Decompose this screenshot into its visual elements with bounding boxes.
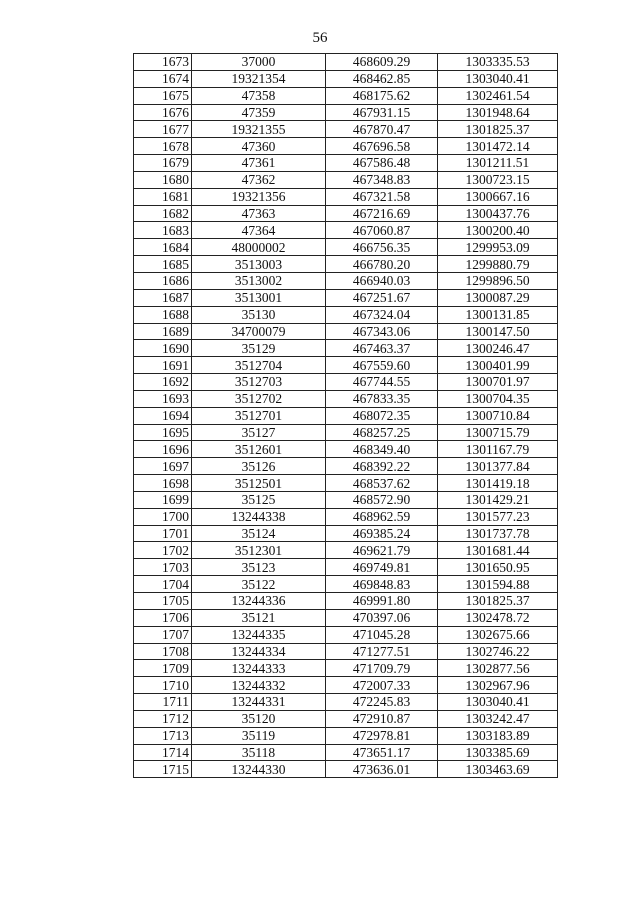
x-coordinate-cell: 466780.20 xyxy=(326,256,438,273)
row-number-cell: 1691 xyxy=(134,357,192,374)
x-coordinate-cell: 472910.87 xyxy=(326,710,438,727)
row-number-cell: 1695 xyxy=(134,424,192,441)
point-id-cell: 3512702 xyxy=(192,390,326,407)
table-row xyxy=(134,761,558,778)
y-coordinate-cell: 1300246.47 xyxy=(438,340,558,357)
table-row xyxy=(134,576,558,593)
row-number-cell: 1701 xyxy=(134,525,192,542)
table-row xyxy=(134,390,558,407)
row-number-cell: 1689 xyxy=(134,323,192,340)
row-number-cell: 1680 xyxy=(134,171,192,188)
y-coordinate-cell: 1302675.66 xyxy=(438,626,558,643)
page-number: 56 xyxy=(312,30,328,46)
table-row xyxy=(134,559,558,576)
x-coordinate-cell: 467586.48 xyxy=(326,155,438,172)
row-number-cell: 1683 xyxy=(134,222,192,239)
table-row xyxy=(134,660,558,677)
x-coordinate-cell: 466940.03 xyxy=(326,272,438,289)
point-id-cell: 13244332 xyxy=(192,677,326,694)
row-number-cell: 1679 xyxy=(134,155,192,172)
x-coordinate-cell: 467463.37 xyxy=(326,340,438,357)
table-row xyxy=(134,458,558,475)
table-row xyxy=(134,626,558,643)
y-coordinate-cell: 1303335.53 xyxy=(438,54,558,71)
point-id-cell: 19321356 xyxy=(192,188,326,205)
y-coordinate-cell: 1303040.41 xyxy=(438,694,558,711)
point-id-cell: 47359 xyxy=(192,104,326,121)
y-coordinate-cell: 1300723.15 xyxy=(438,171,558,188)
x-coordinate-cell: 468572.90 xyxy=(326,491,438,508)
table-row xyxy=(134,155,558,172)
y-coordinate-cell: 1301377.84 xyxy=(438,458,558,475)
x-coordinate-cell: 467348.83 xyxy=(326,171,438,188)
row-number-cell: 1704 xyxy=(134,576,192,593)
point-id-cell: 35121 xyxy=(192,609,326,626)
x-coordinate-cell: 468072.35 xyxy=(326,407,438,424)
row-number-cell: 1696 xyxy=(134,441,192,458)
y-coordinate-cell: 1301429.21 xyxy=(438,491,558,508)
x-coordinate-cell: 468962.59 xyxy=(326,508,438,525)
table-row xyxy=(134,593,558,610)
y-coordinate-cell: 1301825.37 xyxy=(438,121,558,138)
point-id-cell: 13244335 xyxy=(192,626,326,643)
point-id-cell: 13244333 xyxy=(192,660,326,677)
y-coordinate-cell: 1302746.22 xyxy=(438,643,558,660)
point-id-cell: 3513001 xyxy=(192,289,326,306)
row-number-cell: 1682 xyxy=(134,205,192,222)
x-coordinate-cell: 468175.62 xyxy=(326,87,438,104)
x-coordinate-cell: 468257.25 xyxy=(326,424,438,441)
y-coordinate-cell: 1302877.56 xyxy=(438,660,558,677)
point-id-cell: 19321354 xyxy=(192,70,326,87)
y-coordinate-cell: 1301737.78 xyxy=(438,525,558,542)
point-id-cell: 3513002 xyxy=(192,272,326,289)
point-id-cell: 48000002 xyxy=(192,239,326,256)
point-id-cell: 3512701 xyxy=(192,407,326,424)
point-id-cell: 34700079 xyxy=(192,323,326,340)
point-id-cell: 3512301 xyxy=(192,542,326,559)
y-coordinate-cell: 1301167.79 xyxy=(438,441,558,458)
row-number-cell: 1687 xyxy=(134,289,192,306)
x-coordinate-cell: 469621.79 xyxy=(326,542,438,559)
table-body xyxy=(134,54,558,778)
y-coordinate-cell: 1301825.37 xyxy=(438,593,558,610)
x-coordinate-cell: 473651.17 xyxy=(326,744,438,761)
table-row xyxy=(134,121,558,138)
y-coordinate-cell: 1303463.69 xyxy=(438,761,558,778)
point-id-cell: 13244338 xyxy=(192,508,326,525)
row-number-cell: 1709 xyxy=(134,660,192,677)
y-coordinate-cell: 1300667.16 xyxy=(438,188,558,205)
row-number-cell: 1706 xyxy=(134,609,192,626)
point-id-cell: 47360 xyxy=(192,138,326,155)
y-coordinate-cell: 1301681.44 xyxy=(438,542,558,559)
x-coordinate-cell: 468537.62 xyxy=(326,475,438,492)
x-coordinate-cell: 468349.40 xyxy=(326,441,438,458)
table-row xyxy=(134,609,558,626)
point-id-cell: 35125 xyxy=(192,491,326,508)
point-id-cell: 3512601 xyxy=(192,441,326,458)
row-number-cell: 1673 xyxy=(134,54,192,71)
row-number-cell: 1698 xyxy=(134,475,192,492)
y-coordinate-cell: 1299953.09 xyxy=(438,239,558,256)
row-number-cell: 1713 xyxy=(134,727,192,744)
x-coordinate-cell: 467060.87 xyxy=(326,222,438,239)
table-row xyxy=(134,727,558,744)
row-number-cell: 1675 xyxy=(134,87,192,104)
table-row xyxy=(134,542,558,559)
row-number-cell: 1697 xyxy=(134,458,192,475)
row-number-cell: 1688 xyxy=(134,306,192,323)
table-row xyxy=(134,188,558,205)
x-coordinate-cell: 467744.55 xyxy=(326,374,438,391)
x-coordinate-cell: 473636.01 xyxy=(326,761,438,778)
y-coordinate-cell: 1300401.99 xyxy=(438,357,558,374)
y-coordinate-cell: 1300131.85 xyxy=(438,306,558,323)
x-coordinate-cell: 469848.83 xyxy=(326,576,438,593)
table-row xyxy=(134,222,558,239)
x-coordinate-cell: 467931.15 xyxy=(326,104,438,121)
table-row xyxy=(134,744,558,761)
y-coordinate-cell: 1300710.84 xyxy=(438,407,558,424)
x-coordinate-cell: 467833.35 xyxy=(326,390,438,407)
table-row xyxy=(134,525,558,542)
table-row xyxy=(134,710,558,727)
row-number-cell: 1711 xyxy=(134,694,192,711)
table-row xyxy=(134,306,558,323)
x-coordinate-cell: 468609.29 xyxy=(326,54,438,71)
row-number-cell: 1690 xyxy=(134,340,192,357)
table-row xyxy=(134,256,558,273)
x-coordinate-cell: 469991.80 xyxy=(326,593,438,610)
y-coordinate-cell: 1303040.41 xyxy=(438,70,558,87)
x-coordinate-cell: 471277.51 xyxy=(326,643,438,660)
y-coordinate-cell: 1300704.35 xyxy=(438,390,558,407)
y-coordinate-cell: 1302461.54 xyxy=(438,87,558,104)
x-coordinate-cell: 467696.58 xyxy=(326,138,438,155)
row-number-cell: 1705 xyxy=(134,593,192,610)
x-coordinate-cell: 469385.24 xyxy=(326,525,438,542)
row-number-cell: 1681 xyxy=(134,188,192,205)
y-coordinate-cell: 1301419.18 xyxy=(438,475,558,492)
row-number-cell: 1678 xyxy=(134,138,192,155)
row-number-cell: 1707 xyxy=(134,626,192,643)
y-coordinate-cell: 1299880.79 xyxy=(438,256,558,273)
x-coordinate-cell: 472978.81 xyxy=(326,727,438,744)
x-coordinate-cell: 472245.83 xyxy=(326,694,438,711)
coordinates-table xyxy=(133,53,558,778)
table-row xyxy=(134,424,558,441)
table-row xyxy=(134,289,558,306)
table-row xyxy=(134,104,558,121)
point-id-cell: 35124 xyxy=(192,525,326,542)
x-coordinate-cell: 471045.28 xyxy=(326,626,438,643)
table-row xyxy=(134,441,558,458)
point-id-cell: 47363 xyxy=(192,205,326,222)
row-number-cell: 1700 xyxy=(134,508,192,525)
table-row xyxy=(134,323,558,340)
y-coordinate-cell: 1303385.69 xyxy=(438,744,558,761)
table-row xyxy=(134,643,558,660)
table-row xyxy=(134,239,558,256)
y-coordinate-cell: 1301594.88 xyxy=(438,576,558,593)
y-coordinate-cell: 1301472.14 xyxy=(438,138,558,155)
y-coordinate-cell: 1301948.64 xyxy=(438,104,558,121)
y-coordinate-cell: 1301577.23 xyxy=(438,508,558,525)
x-coordinate-cell: 467251.67 xyxy=(326,289,438,306)
table-row xyxy=(134,205,558,222)
table-row xyxy=(134,407,558,424)
table-row xyxy=(134,54,558,71)
point-id-cell: 35127 xyxy=(192,424,326,441)
table-row xyxy=(134,374,558,391)
x-coordinate-cell: 467870.47 xyxy=(326,121,438,138)
table-row xyxy=(134,694,558,711)
row-number-cell: 1677 xyxy=(134,121,192,138)
y-coordinate-cell: 1300437.76 xyxy=(438,205,558,222)
point-id-cell: 35120 xyxy=(192,710,326,727)
row-number-cell: 1684 xyxy=(134,239,192,256)
row-number-cell: 1693 xyxy=(134,390,192,407)
y-coordinate-cell: 1301650.95 xyxy=(438,559,558,576)
point-id-cell: 47364 xyxy=(192,222,326,239)
table-row xyxy=(134,491,558,508)
x-coordinate-cell: 467343.06 xyxy=(326,323,438,340)
point-id-cell: 3512501 xyxy=(192,475,326,492)
row-number-cell: 1686 xyxy=(134,272,192,289)
point-id-cell: 3512704 xyxy=(192,357,326,374)
y-coordinate-cell: 1300715.79 xyxy=(438,424,558,441)
point-id-cell: 13244334 xyxy=(192,643,326,660)
point-id-cell: 13244330 xyxy=(192,761,326,778)
point-id-cell: 47358 xyxy=(192,87,326,104)
table-row xyxy=(134,87,558,104)
row-number-cell: 1708 xyxy=(134,643,192,660)
x-coordinate-cell: 470397.06 xyxy=(326,609,438,626)
row-number-cell: 1685 xyxy=(134,256,192,273)
x-coordinate-cell: 467216.69 xyxy=(326,205,438,222)
x-coordinate-cell: 469749.81 xyxy=(326,559,438,576)
point-id-cell: 35130 xyxy=(192,306,326,323)
row-number-cell: 1703 xyxy=(134,559,192,576)
y-coordinate-cell: 1301211.51 xyxy=(438,155,558,172)
point-id-cell: 35122 xyxy=(192,576,326,593)
row-number-cell: 1699 xyxy=(134,491,192,508)
row-number-cell: 1702 xyxy=(134,542,192,559)
point-id-cell: 35118 xyxy=(192,744,326,761)
x-coordinate-cell: 468392.22 xyxy=(326,458,438,475)
row-number-cell: 1674 xyxy=(134,70,192,87)
point-id-cell: 35123 xyxy=(192,559,326,576)
point-id-cell: 19321355 xyxy=(192,121,326,138)
row-number-cell: 1712 xyxy=(134,710,192,727)
point-id-cell: 35119 xyxy=(192,727,326,744)
x-coordinate-cell: 471709.79 xyxy=(326,660,438,677)
row-number-cell: 1710 xyxy=(134,677,192,694)
row-number-cell: 1715 xyxy=(134,761,192,778)
point-id-cell: 35126 xyxy=(192,458,326,475)
point-id-cell: 37000 xyxy=(192,54,326,71)
table-row xyxy=(134,340,558,357)
row-number-cell: 1714 xyxy=(134,744,192,761)
point-id-cell: 13244336 xyxy=(192,593,326,610)
point-id-cell: 3513003 xyxy=(192,256,326,273)
table-row xyxy=(134,677,558,694)
table-row xyxy=(134,475,558,492)
row-number-cell: 1676 xyxy=(134,104,192,121)
table-row xyxy=(134,357,558,374)
y-coordinate-cell: 1303242.47 xyxy=(438,710,558,727)
point-id-cell: 13244331 xyxy=(192,694,326,711)
table-row xyxy=(134,70,558,87)
x-coordinate-cell: 472007.33 xyxy=(326,677,438,694)
x-coordinate-cell: 466756.35 xyxy=(326,239,438,256)
point-id-cell: 3512703 xyxy=(192,374,326,391)
point-id-cell: 47362 xyxy=(192,171,326,188)
x-coordinate-cell: 467321.58 xyxy=(326,188,438,205)
table-row xyxy=(134,508,558,525)
y-coordinate-cell: 1300087.29 xyxy=(438,289,558,306)
y-coordinate-cell: 1303183.89 xyxy=(438,727,558,744)
y-coordinate-cell: 1300200.40 xyxy=(438,222,558,239)
y-coordinate-cell: 1300701.97 xyxy=(438,374,558,391)
row-number-cell: 1692 xyxy=(134,374,192,391)
row-number-cell: 1694 xyxy=(134,407,192,424)
table-row xyxy=(134,272,558,289)
table-row xyxy=(134,171,558,188)
x-coordinate-cell: 467324.04 xyxy=(326,306,438,323)
x-coordinate-cell: 468462.85 xyxy=(326,70,438,87)
y-coordinate-cell: 1302478.72 xyxy=(438,609,558,626)
table-row xyxy=(134,138,558,155)
x-coordinate-cell: 467559.60 xyxy=(326,357,438,374)
y-coordinate-cell: 1302967.96 xyxy=(438,677,558,694)
y-coordinate-cell: 1299896.50 xyxy=(438,272,558,289)
y-coordinate-cell: 1300147.50 xyxy=(438,323,558,340)
point-id-cell: 35129 xyxy=(192,340,326,357)
point-id-cell: 47361 xyxy=(192,155,326,172)
